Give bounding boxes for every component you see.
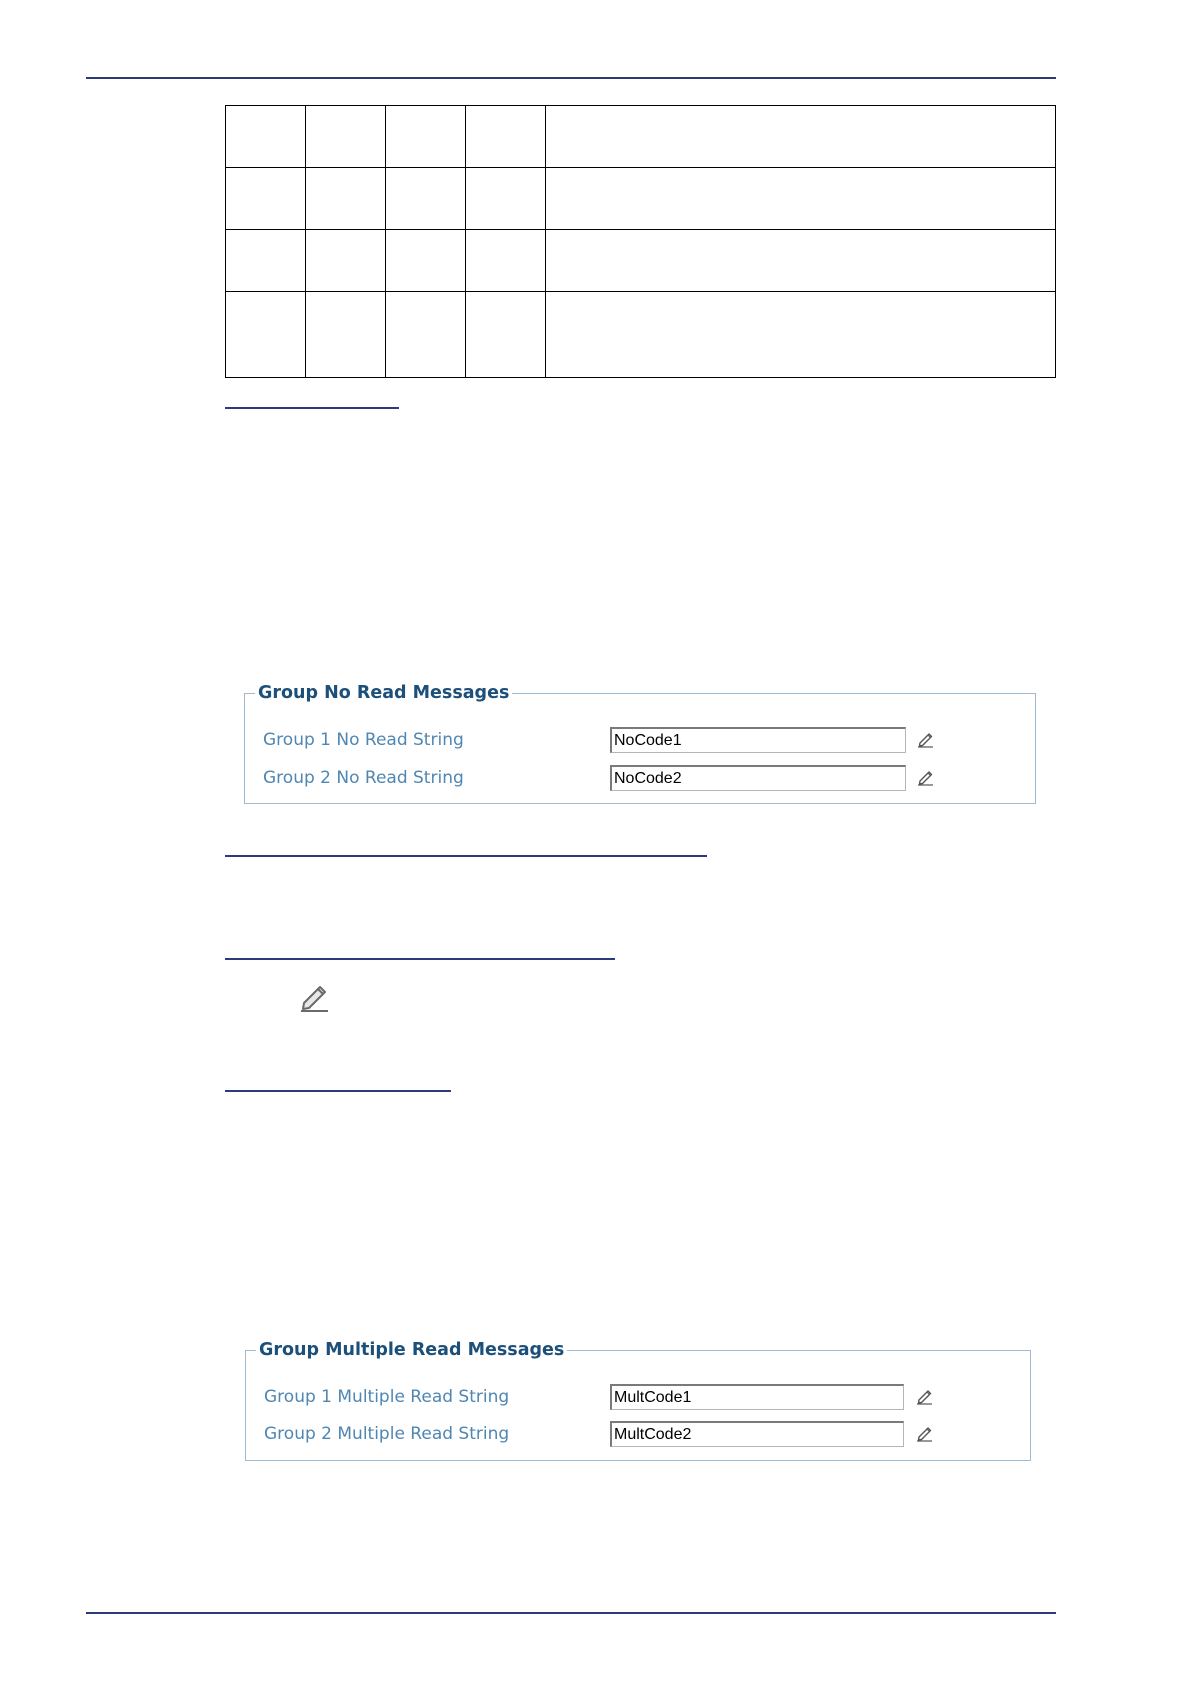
field-label: Group 2 No Read String bbox=[263, 768, 464, 788]
table-cell bbox=[546, 168, 1056, 230]
group-no-read-messages bbox=[244, 683, 1036, 804]
table-row bbox=[226, 106, 1056, 168]
table-cell bbox=[466, 230, 546, 292]
table-cell bbox=[466, 106, 546, 168]
heading-underline bbox=[225, 855, 707, 857]
group-2-no-read-row bbox=[263, 765, 1035, 793]
field-label: Group 1 Multiple Read String bbox=[264, 1387, 510, 1407]
group-1-multiple-read-input[interactable] bbox=[610, 1384, 904, 1410]
table-cell bbox=[466, 292, 546, 378]
group-1-no-read-row bbox=[263, 727, 1035, 755]
pencil-icon bbox=[298, 979, 332, 1013]
group-multiple-read-legend: Group Multiple Read Messages bbox=[259, 1340, 565, 1360]
group-2-no-read-input[interactable] bbox=[610, 765, 906, 791]
group-2-multiple-read-row bbox=[264, 1421, 1030, 1449]
field-label: Group 1 No Read String bbox=[263, 730, 464, 750]
field-label: Group 2 Multiple Read String bbox=[264, 1424, 510, 1444]
table-cell bbox=[466, 168, 546, 230]
reference-table bbox=[225, 105, 1056, 378]
heading-underline bbox=[225, 1090, 451, 1092]
table-cell bbox=[226, 106, 306, 168]
table-cell bbox=[226, 230, 306, 292]
table-cell bbox=[386, 292, 466, 378]
heading-underline bbox=[225, 407, 399, 409]
heading-underline bbox=[225, 958, 615, 960]
group-multiple-read-messages bbox=[245, 1340, 1031, 1461]
group-1-no-read-input[interactable] bbox=[610, 727, 906, 753]
table-row bbox=[226, 230, 1056, 292]
pencil-icon[interactable] bbox=[917, 768, 935, 786]
header-rule bbox=[86, 77, 1056, 79]
table-cell bbox=[226, 292, 306, 378]
table-cell bbox=[306, 292, 386, 378]
group-1-multiple-read-row bbox=[264, 1384, 1030, 1412]
table-cell bbox=[386, 230, 466, 292]
table-row bbox=[226, 168, 1056, 230]
table-cell bbox=[546, 106, 1056, 168]
table-row bbox=[226, 292, 1056, 378]
table-cell bbox=[306, 230, 386, 292]
footer-rule bbox=[86, 1612, 1056, 1614]
table-cell bbox=[306, 168, 386, 230]
table-cell bbox=[386, 106, 466, 168]
table-cell bbox=[386, 168, 466, 230]
table-cell bbox=[546, 230, 1056, 292]
table-cell bbox=[306, 106, 386, 168]
table-cell bbox=[226, 168, 306, 230]
pencil-icon[interactable] bbox=[917, 730, 935, 748]
table-cell bbox=[546, 292, 1056, 378]
pencil-icon[interactable] bbox=[916, 1387, 934, 1405]
pencil-icon[interactable] bbox=[916, 1424, 934, 1442]
group-2-multiple-read-input[interactable] bbox=[610, 1421, 904, 1447]
group-no-read-legend: Group No Read Messages bbox=[258, 683, 510, 703]
